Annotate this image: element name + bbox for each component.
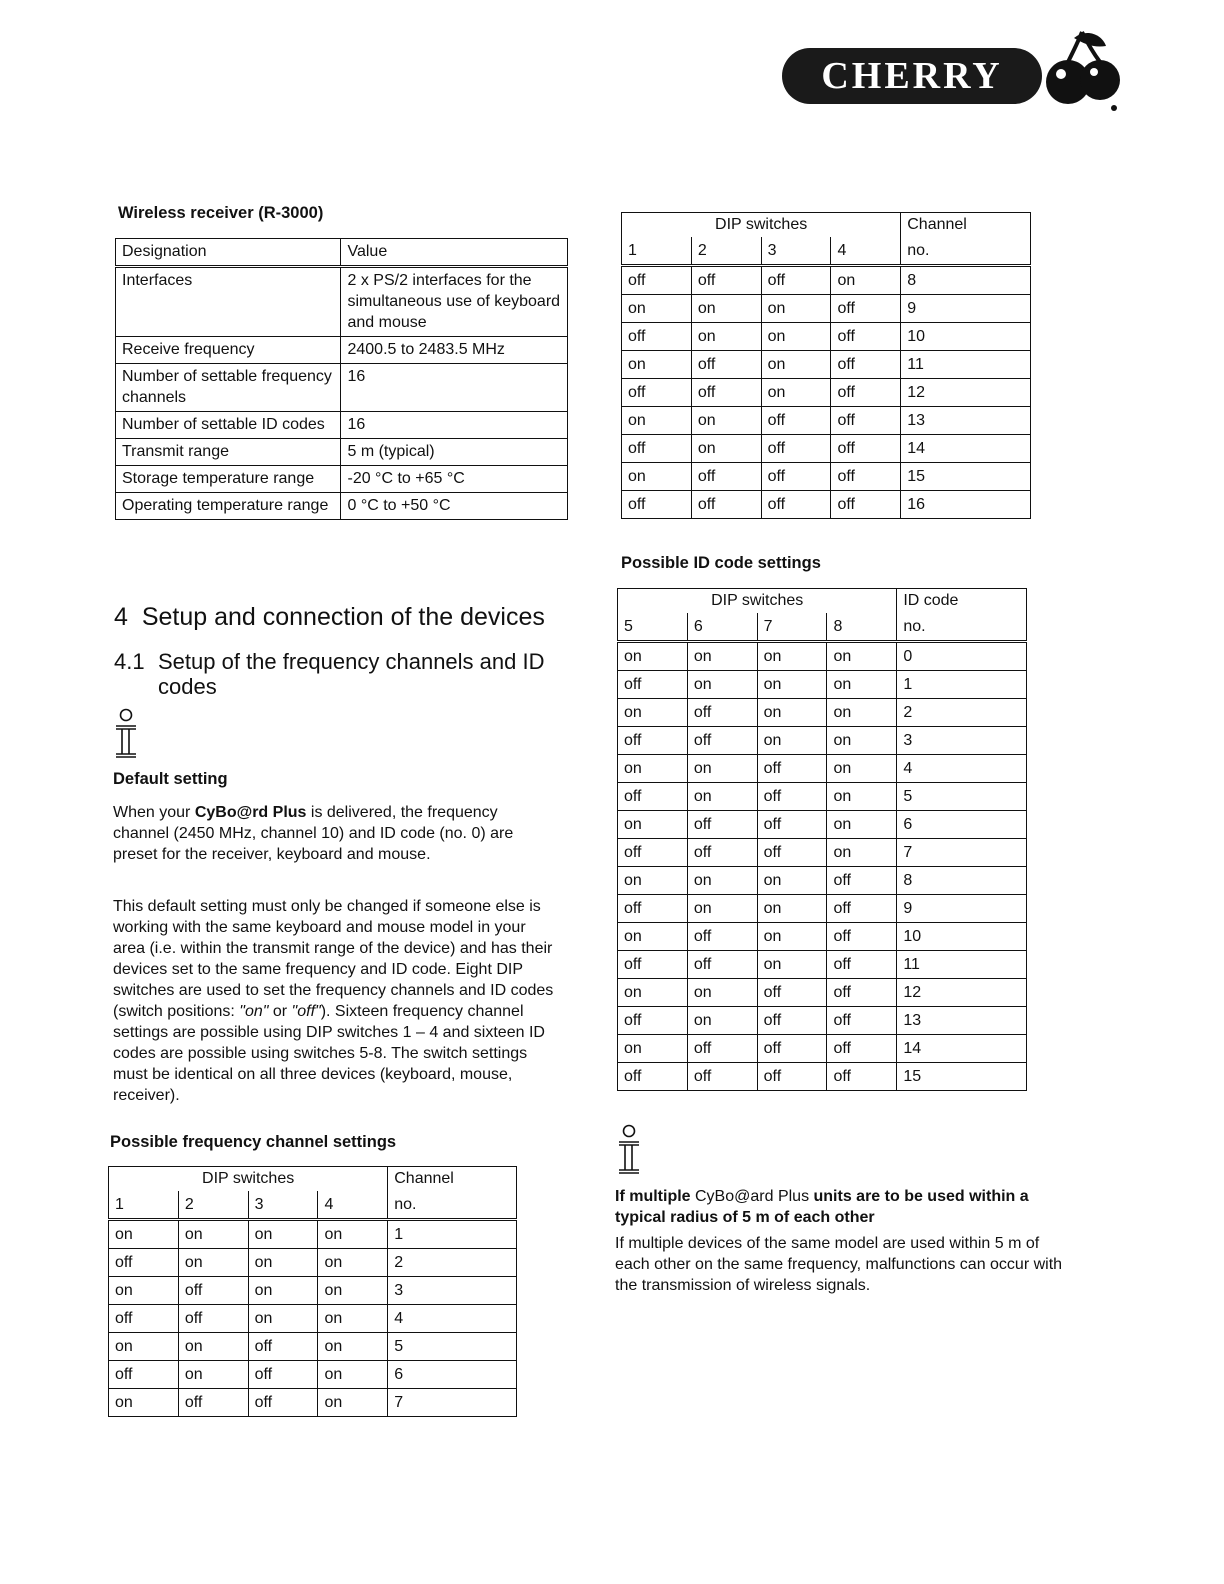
table-row: [116, 466, 568, 493]
switch-state-cell: off: [827, 867, 897, 895]
switch-state-cell: on: [827, 811, 897, 839]
switch-state-cell: off: [618, 727, 688, 755]
switch-state-cell: off: [248, 1361, 318, 1389]
product-name: CyBo@rd Plus: [194, 804, 307, 821]
switch-state-cell: on: [618, 755, 688, 783]
switch-state-cell: off: [618, 951, 688, 979]
switch-state-cell: off: [248, 1389, 318, 1417]
switch-state-cell: on: [757, 671, 827, 699]
switch-state-cell: on: [691, 435, 761, 463]
switch-state-cell: on: [318, 1220, 388, 1249]
table-row: [622, 491, 1031, 519]
switch-state-cell: on: [757, 699, 827, 727]
number-cell: 3: [388, 1277, 517, 1305]
table-cell: Transmit range: [116, 439, 341, 466]
switch-state-cell: on: [687, 1007, 757, 1035]
switch-header: 8: [827, 613, 897, 642]
table-row: [622, 407, 1031, 435]
switch-state-cell: on: [618, 867, 688, 895]
switch-state-cell: off: [691, 266, 761, 295]
switch-state-cell: off: [687, 1035, 757, 1063]
table-cell: 5 m (typical): [341, 439, 568, 466]
switch-state-cell: off: [831, 379, 901, 407]
switch-state-cell: off: [618, 783, 688, 811]
switch-state-cell: on: [757, 642, 827, 671]
table-header-row: [116, 239, 568, 267]
switch-state-cell: on: [618, 699, 688, 727]
table-row: [618, 839, 1027, 867]
table-row: [116, 493, 568, 520]
column-header: Designation: [116, 239, 341, 267]
switch-state-cell: off: [109, 1305, 179, 1333]
number-cell: 3: [897, 727, 1027, 755]
switch-state-cell: on: [691, 407, 761, 435]
default-setting-paragraph: [113, 802, 533, 865]
channel-header: Channel: [901, 213, 1031, 238]
switch-state-cell: on: [687, 755, 757, 783]
switch-state-cell: on: [757, 895, 827, 923]
number-cell: 9: [897, 895, 1027, 923]
table-row: [618, 923, 1027, 951]
switch-state-cell: on: [757, 951, 827, 979]
switch-state-cell: off: [761, 491, 831, 519]
switch-state-cell: off: [687, 727, 757, 755]
text: This default setting must only be changed if someone else is working with the same keyboard and mouse model in your area (i.e. within the transmit range of the device) and has their devices set to the same frequency and ID code. Eight DIP switches are used to set the frequency channels and ID codes (switch positions:: [113, 898, 554, 1020]
number-cell: 15: [901, 463, 1031, 491]
table-row: [618, 671, 1027, 699]
logo-text: CHERRY: [782, 48, 1042, 104]
table-row: [622, 379, 1031, 407]
number-cell: 4: [897, 755, 1027, 783]
switch-state-cell: off: [622, 266, 692, 295]
table-row: [618, 867, 1027, 895]
switch-state-cell: on: [691, 295, 761, 323]
default-setting-heading: Default setting: [113, 770, 228, 788]
switch-state-cell: on: [761, 323, 831, 351]
id-code-header: ID code: [897, 589, 1027, 614]
switch-state-cell: on: [318, 1361, 388, 1389]
switch-state-cell: off: [757, 755, 827, 783]
table-row: [618, 979, 1027, 1007]
number-cell: 1: [897, 671, 1027, 699]
switch-header: 1: [622, 237, 692, 266]
table-row: [618, 1063, 1027, 1091]
table-row: [618, 895, 1027, 923]
switch-state-cell: off: [831, 435, 901, 463]
number-cell: 12: [897, 979, 1027, 1007]
switch-state-cell: off: [618, 671, 688, 699]
table-row: [109, 1389, 517, 1417]
switch-state-cell: on: [691, 323, 761, 351]
switch-header: 3: [248, 1191, 318, 1220]
switch-state-cell: on: [178, 1249, 248, 1277]
table-row: [109, 1277, 517, 1305]
number-cell: 7: [388, 1389, 517, 1417]
dip-switches-group-header: DIP switches: [622, 213, 901, 238]
table-row: [116, 364, 568, 412]
number-cell: 15: [897, 1063, 1027, 1091]
switch-state-cell: on: [687, 979, 757, 1007]
switch-state-cell: on: [761, 295, 831, 323]
switch-state-cell: off: [618, 1007, 688, 1035]
table-row: [622, 266, 1031, 295]
switch-state-cell: on: [109, 1389, 179, 1417]
table-row: [618, 1035, 1027, 1063]
switch-state-cell: on: [248, 1305, 318, 1333]
dip-switches-group-header: DIP switches: [618, 589, 897, 614]
id-code-table: [617, 588, 1027, 1091]
switch-state-cell: off: [178, 1305, 248, 1333]
text: units are to be used within a typical radius of 5 m of each other: [615, 1188, 1029, 1226]
switch-state-cell: on: [618, 1035, 688, 1063]
table-row: [116, 267, 568, 337]
text: ). Sixteen frequency channel settings are possible using DIP switches 1 – 4 and sixteen ID codes are possible using switches 5-8. The switch settings must be identical on all three devices (keyboard, mouse, receiver).: [113, 1003, 545, 1104]
switch-state-cell: on: [109, 1333, 179, 1361]
switch-header: 4: [831, 237, 901, 266]
number-cell: 10: [901, 323, 1031, 351]
table-row: [622, 351, 1031, 379]
table-cell: Storage temperature range: [116, 466, 341, 493]
switch-header: 2: [178, 1191, 248, 1220]
switch-state-cell: off: [622, 379, 692, 407]
switch-state-cell: on: [109, 1220, 179, 1249]
switch-on-label: "on": [239, 1003, 269, 1020]
switch-state-cell: on: [248, 1277, 318, 1305]
number-cell: 0: [897, 642, 1027, 671]
table-row: [116, 412, 568, 439]
switch-state-cell: off: [618, 1063, 688, 1091]
switch-state-cell: on: [318, 1277, 388, 1305]
switch-state-cell: off: [761, 463, 831, 491]
switch-state-cell: off: [691, 379, 761, 407]
table-cell: 0 °C to +50 °C: [341, 493, 568, 520]
table-row: [109, 1333, 517, 1361]
switch-state-cell: off: [109, 1361, 179, 1389]
cherry-icon: [1044, 28, 1122, 118]
receiver-table: [115, 238, 568, 520]
switch-state-cell: on: [687, 671, 757, 699]
table-row: [618, 642, 1027, 671]
table-row: [109, 1249, 517, 1277]
switch-state-cell: on: [178, 1333, 248, 1361]
switch-state-cell: off: [761, 407, 831, 435]
table-cell: Interfaces: [116, 267, 341, 337]
switch-header: 1: [109, 1191, 179, 1220]
number-cell: 11: [897, 951, 1027, 979]
switch-state-cell: off: [831, 295, 901, 323]
multiple-units-heading: [615, 1186, 1065, 1228]
table-cell: Operating temperature range: [116, 493, 341, 520]
cherry-logo: [782, 28, 1122, 118]
number-cell: 13: [897, 1007, 1027, 1035]
switch-state-cell: off: [761, 435, 831, 463]
switch-state-cell: on: [827, 755, 897, 783]
table-cell: Number of settable ID codes: [116, 412, 341, 439]
number-cell: 16: [901, 491, 1031, 519]
switch-state-cell: off: [687, 951, 757, 979]
switch-state-cell: off: [622, 491, 692, 519]
switch-state-cell: off: [691, 491, 761, 519]
product-name: CyBo@ard Plus: [695, 1188, 810, 1205]
switch-state-cell: off: [757, 1063, 827, 1091]
section-title: Setup of the frequency channels and ID codes: [158, 649, 545, 699]
multiple-units-paragraph: If multiple devices of the same model are used within 5 m of each other on the same frequency, malfunctions can occur with the transmission of wireless signals.: [615, 1235, 1063, 1294]
switch-state-cell: off: [691, 463, 761, 491]
table-cell: Number of settable frequency channels: [116, 364, 341, 412]
table-row: [109, 1361, 517, 1389]
switch-state-cell: on: [687, 642, 757, 671]
number-cell: 4: [388, 1305, 517, 1333]
switch-state-cell: off: [757, 1007, 827, 1035]
dip-explanation-paragraph: [113, 896, 560, 1106]
switch-state-cell: on: [827, 671, 897, 699]
switch-state-cell: off: [687, 839, 757, 867]
switch-header: 3: [761, 237, 831, 266]
table-cell: Receive frequency: [116, 337, 341, 364]
column-header: Value: [341, 239, 568, 267]
switch-header: 5: [618, 613, 688, 642]
switch-state-cell: off: [827, 1063, 897, 1091]
switch-state-cell: off: [831, 491, 901, 519]
switch-state-cell: off: [178, 1277, 248, 1305]
id-settings-heading: Possible ID code settings: [621, 554, 821, 572]
info-icon: [113, 708, 143, 760]
switch-state-cell: on: [687, 783, 757, 811]
text: or: [268, 1003, 292, 1020]
switch-state-cell: on: [318, 1249, 388, 1277]
number-cell: 6: [388, 1361, 517, 1389]
table-row: [109, 1305, 517, 1333]
table-row: [618, 811, 1027, 839]
table-row: [618, 1007, 1027, 1035]
text: When your: [113, 804, 195, 821]
switch-state-cell: off: [757, 979, 827, 1007]
switch-state-cell: on: [178, 1361, 248, 1389]
switch-state-cell: off: [757, 839, 827, 867]
table-row: [116, 439, 568, 466]
table-row: [622, 435, 1031, 463]
text: is delivered, the frequency channel (2450 MHz, channel 10) and ID code (no. 0) are preset for the receiver, keyboard and mouse.: [113, 804, 514, 863]
switch-state-cell: on: [618, 923, 688, 951]
switch-state-cell: off: [831, 323, 901, 351]
switch-state-cell: off: [827, 1035, 897, 1063]
switch-state-cell: off: [691, 351, 761, 379]
table-row: [618, 783, 1027, 811]
switch-state-cell: off: [757, 783, 827, 811]
switch-state-cell: on: [622, 463, 692, 491]
table-row: [622, 295, 1031, 323]
table-row: [116, 337, 568, 364]
switch-header: 2: [691, 237, 761, 266]
frequency-table-part-1: [108, 1166, 517, 1417]
frequency-table-part-2: [621, 212, 1031, 519]
number-cell: 9: [901, 295, 1031, 323]
switch-header: 4: [318, 1191, 388, 1220]
channel-no-header: no.: [388, 1191, 517, 1220]
switch-state-cell: off: [757, 1035, 827, 1063]
number-cell: 7: [897, 839, 1027, 867]
switch-state-cell: off: [178, 1389, 248, 1417]
table-cell: 16: [341, 364, 568, 412]
switch-state-cell: off: [687, 1063, 757, 1091]
frequency-settings-heading: Possible frequency channel settings: [110, 1133, 397, 1151]
switch-state-cell: on: [761, 351, 831, 379]
switch-state-cell: on: [318, 1333, 388, 1361]
number-cell: 1: [388, 1220, 517, 1249]
switch-state-cell: off: [827, 979, 897, 1007]
switch-state-cell: on: [618, 979, 688, 1007]
switch-state-cell: off: [687, 923, 757, 951]
switch-state-cell: on: [831, 266, 901, 295]
number-cell: 2: [388, 1249, 517, 1277]
text: If multiple: [615, 1188, 695, 1205]
switch-state-cell: on: [757, 867, 827, 895]
number-cell: 10: [897, 923, 1027, 951]
channel-no-header: no.: [901, 237, 1031, 266]
switch-state-cell: on: [318, 1305, 388, 1333]
switch-state-cell: on: [618, 811, 688, 839]
section-number: 4: [114, 603, 128, 631]
table-row: [618, 699, 1027, 727]
switch-state-cell: on: [622, 407, 692, 435]
table-row: [618, 727, 1027, 755]
id-no-header: no.: [897, 613, 1027, 642]
switch-state-cell: off: [687, 699, 757, 727]
info-icon: [616, 1124, 646, 1176]
switch-state-cell: off: [248, 1333, 318, 1361]
switch-state-cell: off: [618, 895, 688, 923]
switch-state-cell: on: [687, 895, 757, 923]
section-title: Setup and connection of the devices: [141, 603, 545, 631]
table-row: [622, 463, 1031, 491]
section-4-heading: [114, 603, 545, 632]
switch-state-cell: on: [248, 1220, 318, 1249]
switch-state-cell: on: [178, 1220, 248, 1249]
switch-state-cell: off: [827, 1007, 897, 1035]
number-cell: 8: [901, 266, 1031, 295]
receiver-heading: Wireless receiver (R-3000): [118, 204, 324, 222]
switch-state-cell: off: [622, 323, 692, 351]
table-cell: 2 x PS/2 interfaces for the simultaneous use of keyboard and mouse: [341, 267, 568, 337]
switch-state-cell: on: [827, 839, 897, 867]
switch-state-cell: on: [318, 1389, 388, 1417]
table-row: [618, 755, 1027, 783]
switch-state-cell: off: [827, 951, 897, 979]
table-row: [622, 323, 1031, 351]
switch-state-cell: off: [827, 895, 897, 923]
channel-header: Channel: [388, 1167, 517, 1192]
switch-state-cell: off: [109, 1249, 179, 1277]
switch-state-cell: off: [831, 407, 901, 435]
number-cell: 12: [901, 379, 1031, 407]
number-cell: 14: [901, 435, 1031, 463]
switch-state-cell: on: [827, 642, 897, 671]
switch-state-cell: on: [757, 923, 827, 951]
switch-state-cell: off: [757, 811, 827, 839]
table-row: [618, 951, 1027, 979]
switch-state-cell: off: [831, 351, 901, 379]
switch-state-cell: off: [622, 435, 692, 463]
number-cell: 14: [897, 1035, 1027, 1063]
number-cell: 8: [897, 867, 1027, 895]
table-cell: 16: [341, 412, 568, 439]
switch-state-cell: on: [687, 867, 757, 895]
switch-state-cell: on: [757, 727, 827, 755]
table-cell: 2400.5 to 2483.5 MHz: [341, 337, 568, 364]
switch-state-cell: on: [827, 699, 897, 727]
switch-state-cell: on: [109, 1277, 179, 1305]
switch-off-label: "off": [291, 1003, 321, 1020]
switch-state-cell: off: [761, 266, 831, 295]
switch-state-cell: off: [827, 923, 897, 951]
switch-header: 6: [687, 613, 757, 642]
switch-state-cell: on: [827, 783, 897, 811]
switch-state-cell: on: [622, 351, 692, 379]
switch-state-cell: off: [687, 811, 757, 839]
table-row: [109, 1220, 517, 1249]
switch-state-cell: on: [761, 379, 831, 407]
number-cell: 2: [897, 699, 1027, 727]
number-cell: 5: [388, 1333, 517, 1361]
switch-state-cell: off: [831, 463, 901, 491]
number-cell: 5: [897, 783, 1027, 811]
section-4-1-heading: [114, 649, 554, 699]
table-cell: -20 °C to +65 °C: [341, 466, 568, 493]
number-cell: 11: [901, 351, 1031, 379]
dip-switches-group-header: DIP switches: [109, 1167, 388, 1192]
switch-state-cell: on: [618, 642, 688, 671]
section-number: 4.1: [114, 649, 145, 674]
switch-state-cell: on: [248, 1249, 318, 1277]
switch-header: 7: [757, 613, 827, 642]
switch-state-cell: off: [618, 839, 688, 867]
switch-state-cell: on: [622, 295, 692, 323]
number-cell: 6: [897, 811, 1027, 839]
switch-state-cell: on: [827, 727, 897, 755]
number-cell: 13: [901, 407, 1031, 435]
